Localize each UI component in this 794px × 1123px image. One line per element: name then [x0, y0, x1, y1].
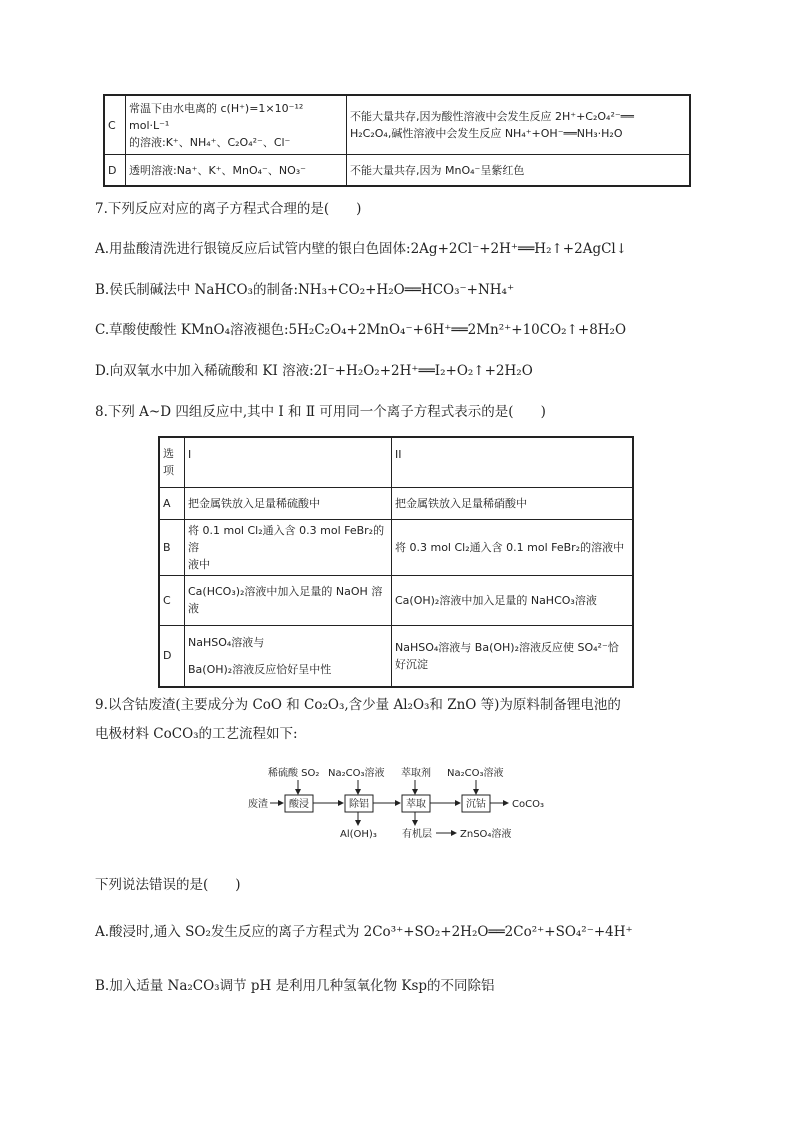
reagent-label: Na₂CO₃溶液 — [447, 768, 504, 779]
judge-line: 不能大量共存,因为酸性溶液中会发生反应 2H⁺+C₂O₄²⁻══ — [350, 110, 634, 123]
q7-option-c: C.草酸使酸性 KMnO₄溶液褪色:5H₂C₂O₄+2MnO₄⁻+6H⁺══2Mn²⁺+10CO₂↑+8H₂O — [95, 322, 627, 338]
row-i — [185, 625, 392, 687]
row-key: D — [159, 625, 185, 687]
row-desc — [126, 95, 347, 155]
desc-line: 常温下由水电离的 c(H⁺)=1×10⁻¹² mol·L⁻¹ — [129, 101, 304, 132]
q9-option-b: B.加入适量 Na₂CO₃调节 pH 是利用几种氢氧化物 Ksp的不同除铝 — [95, 978, 495, 994]
row-ii — [392, 625, 634, 687]
header-col-ii: II — [392, 437, 634, 487]
q9-option-a: A.酸浸时,通入 SO₂发生反应的离子方程式为 2Co³⁺+SO₂+2H₂O══2Co²⁺+SO₄²⁻+4H⁺ — [95, 924, 633, 940]
cell-line: 液中 — [188, 557, 210, 571]
table-row — [159, 519, 633, 575]
table-row — [104, 155, 690, 187]
desc-line: 的溶液:K⁺、NH₄⁺、C₂O₄²⁻、Cl⁻ — [129, 135, 291, 149]
flow-output: Al(OH)₃ — [340, 829, 377, 840]
q7-option-d: D.向双氧水中加入稀硫酸和 KI 溶液:2I⁻+H₂O₂+2H⁺══I₂+O₂↑+2H₂O — [95, 363, 533, 379]
header-option-line: 选 — [163, 447, 174, 461]
row-ii: Ca(OH)₂溶液中加入足量的 NaHCO₃溶液 — [392, 575, 634, 625]
table-row — [159, 575, 633, 625]
q7-option-b: B.侯氏制碱法中 NaHCO₃的制备:NH₃+CO₂+H₂O══HCO₃⁻+NH₄⁺ — [95, 282, 515, 298]
row-i — [185, 575, 392, 625]
cell-line: NaHSO₄溶液与 — [188, 635, 265, 649]
row-key: B — [159, 519, 185, 575]
cell-line: Ca(HCO₃)₂溶液中加入足量的 NaOH 溶 — [188, 585, 383, 598]
flow-output: ZnSO₄溶液 — [460, 829, 512, 840]
header-option — [159, 437, 185, 487]
q8-table — [158, 436, 634, 688]
row-key: C — [104, 95, 126, 155]
q9-sub-question: 下列说法错误的是( ) — [95, 877, 241, 893]
flow-input: 废渣 — [248, 799, 268, 810]
cell-line: Ba(OH)₂溶液反应恰好呈中性 — [188, 662, 332, 676]
table-header-row — [159, 437, 633, 487]
row-judge: 不能大量共存,因为 MnO₄⁻呈紫红色 — [347, 155, 691, 187]
header-col-i: I — [185, 437, 392, 487]
row-key: C — [159, 575, 185, 625]
table-row — [159, 487, 633, 519]
cell-line: NaHSO₄溶液与 Ba(OH)₂溶液反应使 SO₄²⁻恰 — [395, 640, 619, 654]
row-key: D — [104, 155, 126, 187]
cell-line: 液 — [188, 602, 199, 615]
row-i: 把金属铁放入足量稀硫酸中 — [185, 487, 392, 519]
header-option-line: 项 — [163, 464, 174, 478]
reagent-label: Na₂CO₃溶液 — [328, 768, 385, 779]
step-label: 除铝 — [349, 799, 369, 810]
row-key: A — [159, 487, 185, 519]
cell-line: 好沉淀 — [395, 657, 428, 671]
process-flow-diagram — [240, 762, 560, 842]
table-row — [159, 625, 633, 687]
row-judge — [347, 95, 691, 155]
q9-stem-line2: 电极材料 CoCO₃的工艺流程如下: — [95, 726, 298, 742]
row-ii: 把金属铁放入足量稀硝酸中 — [392, 487, 634, 519]
table-row — [104, 95, 690, 155]
flow-output: 有机层 — [402, 829, 432, 840]
row-ii: 将 0.3 mol Cl₂通入含 0.1 mol FeBr₂的溶液中 — [392, 519, 634, 575]
top-table — [103, 94, 691, 187]
reagent-label: 稀硫酸 SO₂ — [268, 768, 320, 779]
step-label: 沉钴 — [466, 799, 486, 810]
q9-stem-line1: 9.以含钴废渣(主要成分为 CoO 和 Co₂O₃,含少量 Al₂O₃和 ZnO 等)为原料制备锂电池的 — [95, 697, 621, 713]
q8-stem: 8.下列 A~D 四组反应中,其中 Ⅰ 和 Ⅱ 可用同一个离子方程式表示的是( ) — [95, 404, 546, 420]
step-label: 酸浸 — [289, 799, 309, 810]
q7-option-a: A.用盐酸清洗进行银镜反应后试管内壁的银白色固体:2Ag+2Cl⁻+2H⁺══H₂↑+2AgCl↓ — [95, 241, 628, 257]
cell-line: 将 0.1 mol Cl₂通入含 0.3 mol FeBr₂的溶 — [188, 523, 385, 554]
flow-product: CoCO₃ — [512, 799, 544, 810]
row-i — [185, 519, 392, 575]
judge-line: H₂C₂O₄,碱性溶液中会发生反应 NH₄⁺+OH⁻══NH₃·H₂O — [350, 127, 623, 140]
q7-stem: 7.下列反应对应的离子方程式合理的是( ) — [95, 201, 362, 217]
row-desc: 透明溶液:Na⁺、K⁺、MnO₄⁻、NO₃⁻ — [126, 155, 347, 187]
step-label: 萃取 — [406, 799, 426, 810]
reagent-label: 萃取剂 — [401, 768, 431, 779]
